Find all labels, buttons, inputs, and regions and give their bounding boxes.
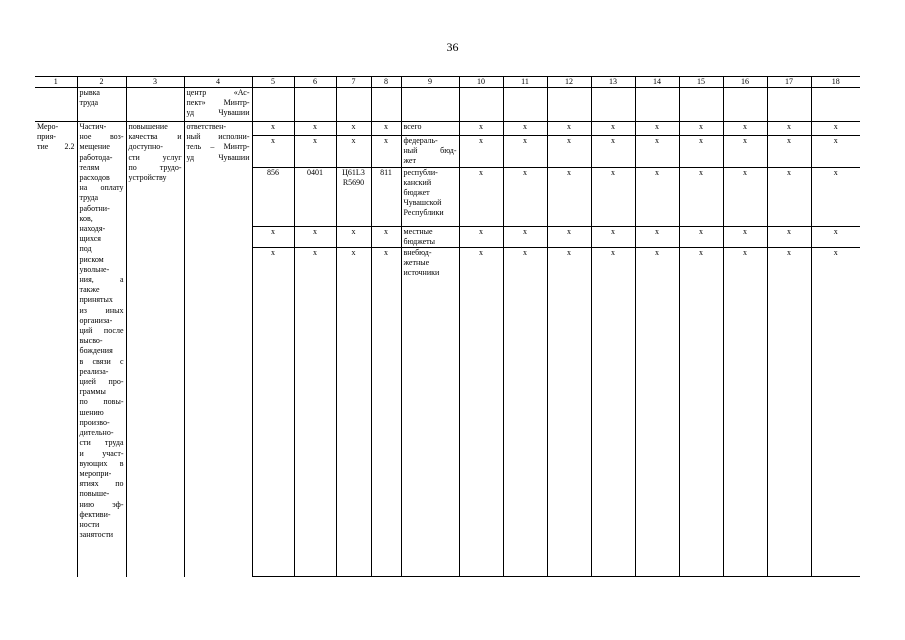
year-value: x — [503, 167, 547, 226]
year-value: x — [547, 248, 591, 577]
funding-source: внебюд- жетные источники — [401, 248, 459, 577]
target-article-code: x — [336, 226, 371, 247]
measure-name: Частич- ное воз- мещение работода- телям расходов на оплату труда работни- ков, находя- щихся под риском увольне- ния, а также принятых из иных организа- ций после высво- бождения в связи с реализа- цией про- граммы по повы- шению произво- дительно- сти труда и участ- вующих в меропри- ятиях по повыше- нию эф- фективи- ности занятости — [77, 122, 126, 577]
funding-source-row — [35, 122, 860, 136]
header-cell: 13 — [591, 77, 635, 88]
page-number: 36 — [446, 40, 459, 54]
year-value: x — [767, 136, 811, 168]
year-value: x — [503, 136, 547, 168]
year-value: x — [635, 248, 679, 577]
header-cell: 16 — [723, 77, 767, 88]
year-value: x — [635, 122, 679, 136]
year-value: x — [503, 226, 547, 247]
header-cell: 5 — [252, 77, 294, 88]
funding-source: местные бюджеты — [401, 226, 459, 247]
header-cell: 9 — [401, 77, 459, 88]
year-value: x — [459, 122, 503, 136]
header-cell: 10 — [459, 77, 503, 88]
expense-type-code: x — [371, 248, 401, 577]
header-cell: 8 — [371, 77, 401, 88]
year-value: x — [591, 248, 635, 577]
funding-source: республи- канский бюджет Чувашской Республики — [401, 167, 459, 226]
year-value: x — [459, 248, 503, 577]
year-value: x — [635, 226, 679, 247]
header-cell: 18 — [811, 77, 860, 88]
year-value: x — [679, 167, 723, 226]
header-cell: 6 — [294, 77, 336, 88]
continued-text-col4: центр «Ас- пект» Минтр- уд Чувашии — [184, 88, 252, 122]
expense-type-code: x — [371, 226, 401, 247]
program-table — [35, 76, 860, 577]
year-value: x — [723, 248, 767, 577]
target-article-code: x — [336, 248, 371, 577]
column-number-header — [35, 77, 860, 88]
year-value: x — [767, 167, 811, 226]
year-value: x — [811, 122, 860, 136]
year-value: x — [503, 248, 547, 577]
header-cell: 15 — [679, 77, 723, 88]
year-value: x — [591, 122, 635, 136]
year-value: x — [679, 136, 723, 168]
header-cell: 11 — [503, 77, 547, 88]
funding-source: федераль- ный бюд- жет — [401, 136, 459, 168]
year-value: x — [767, 248, 811, 577]
year-value: x — [503, 122, 547, 136]
year-value: x — [591, 136, 635, 168]
expense-type-code: 811 — [371, 167, 401, 226]
year-value: x — [811, 136, 860, 168]
grbs-code: x — [252, 122, 294, 136]
continued-text-col2: рывка труда — [77, 88, 126, 122]
year-value: x — [811, 167, 860, 226]
header-cell: 12 — [547, 77, 591, 88]
year-value: x — [459, 167, 503, 226]
responsible-executor: ответствен- ный исполни- тель – Минтр- уд Чувашии — [184, 122, 252, 577]
target-article-code: x — [336, 136, 371, 168]
header-cell: 4 — [184, 77, 252, 88]
year-value: x — [679, 248, 723, 577]
funding-source: всего — [401, 122, 459, 136]
header-cell: 17 — [767, 77, 811, 88]
year-value: x — [459, 226, 503, 247]
year-value: x — [547, 136, 591, 168]
grbs-code: x — [252, 136, 294, 168]
year-value: x — [547, 167, 591, 226]
target-article-code: x — [336, 122, 371, 136]
grbs-code: 856 — [252, 167, 294, 226]
year-value: x — [679, 122, 723, 136]
year-value: x — [591, 167, 635, 226]
grbs-code: x — [252, 248, 294, 577]
year-value: x — [723, 167, 767, 226]
year-value: x — [635, 136, 679, 168]
year-value: x — [811, 226, 860, 247]
section-code: 0401 — [294, 167, 336, 226]
year-value: x — [591, 226, 635, 247]
section-code: x — [294, 248, 336, 577]
measure-number: Меро- прия- тие 2.2 — [35, 122, 77, 577]
section-code: x — [294, 136, 336, 168]
header-cell: 7 — [336, 77, 371, 88]
year-value: x — [811, 248, 860, 577]
header-cell: 1 — [35, 77, 77, 88]
year-value: x — [459, 136, 503, 168]
target-article-code: Ц61L3 R5690 — [336, 167, 371, 226]
year-value: x — [547, 122, 591, 136]
expense-type-code: x — [371, 122, 401, 136]
measure-goal: повышение качества и доступно- сти услуг по трудо- устройству — [126, 122, 184, 577]
header-cell: 14 — [635, 77, 679, 88]
expense-type-code: x — [371, 136, 401, 168]
year-value: x — [723, 136, 767, 168]
header-cell: 2 — [77, 77, 126, 88]
year-value: x — [767, 122, 811, 136]
year-value: x — [635, 167, 679, 226]
header-cell: 3 — [126, 77, 184, 88]
section-code: x — [294, 122, 336, 136]
year-value: x — [547, 226, 591, 247]
continuation-row — [35, 88, 860, 122]
year-value: x — [723, 122, 767, 136]
year-value: x — [723, 226, 767, 247]
year-value: x — [679, 226, 723, 247]
grbs-code: x — [252, 226, 294, 247]
measure-section — [35, 122, 860, 577]
section-code: x — [294, 226, 336, 247]
year-value: x — [767, 226, 811, 247]
